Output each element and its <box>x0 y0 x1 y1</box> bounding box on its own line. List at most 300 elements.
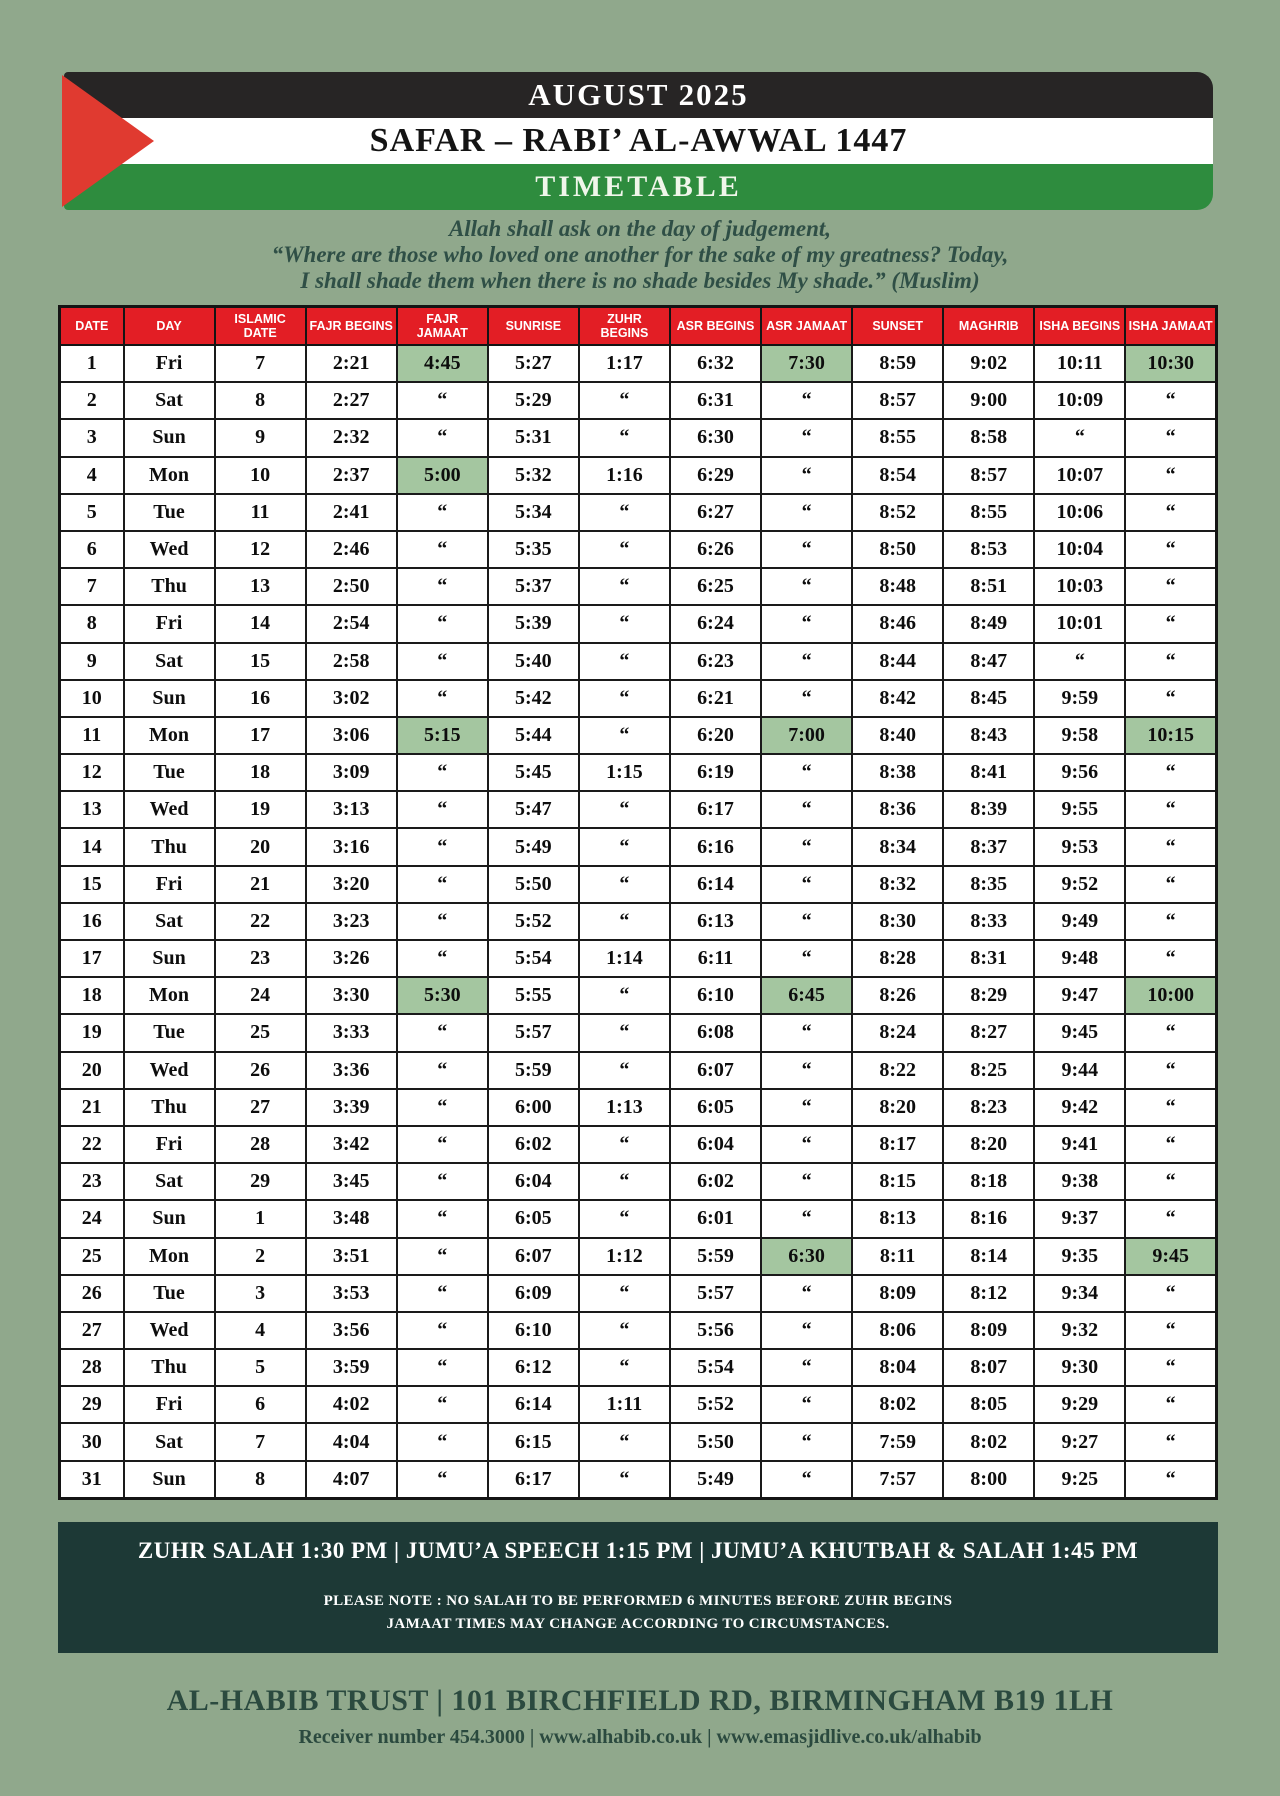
table-row-13 <box>60 791 1217 828</box>
table-cell: 8:16 <box>943 1200 1034 1237</box>
table-cell: 9:38 <box>1034 1163 1125 1200</box>
table-cell: 6:30 <box>670 419 761 456</box>
table-cell: 8:44 <box>852 643 943 680</box>
table-cell: 5:56 <box>670 1312 761 1349</box>
table-cell: 21 <box>215 866 306 903</box>
table-cell: 10 <box>215 457 306 494</box>
table-cell: “ <box>761 1089 852 1126</box>
table-cell: 6:01 <box>670 1200 761 1237</box>
table-cell: “ <box>1125 1014 1216 1051</box>
notice-box <box>58 1522 1218 1653</box>
table-cell: 8:23 <box>943 1089 1034 1126</box>
table-cell: “ <box>1125 1200 1216 1237</box>
table-cell: 21 <box>60 1089 124 1126</box>
table-cell: 25 <box>215 1014 306 1051</box>
table-cell: 8:20 <box>852 1089 943 1126</box>
table-cell: “ <box>1125 605 1216 642</box>
table-cell: 9:58 <box>1034 717 1125 754</box>
table-cell: 8:09 <box>852 1275 943 1312</box>
table-cell: 5:54 <box>488 940 579 977</box>
table-cell: 6:12 <box>488 1349 579 1386</box>
table-cell: 5:42 <box>488 680 579 717</box>
table-cell: 5:55 <box>488 977 579 1014</box>
table-cell: “ <box>579 1349 670 1386</box>
table-cell: “ <box>761 382 852 419</box>
table-cell: 17 <box>60 940 124 977</box>
table-cell: 9:49 <box>1034 903 1125 940</box>
timetable-table <box>58 305 1218 1500</box>
table-cell: 31 <box>60 1461 124 1499</box>
table-cell: “ <box>1125 903 1216 940</box>
table-cell: 15 <box>60 866 124 903</box>
table-cell: 13 <box>60 791 124 828</box>
column-header-asr-begins: ASR BEGINS <box>670 307 761 346</box>
table-cell: “ <box>1125 494 1216 531</box>
table-cell: 6:17 <box>670 791 761 828</box>
table-cell: 6:07 <box>488 1238 579 1275</box>
table-cell: Sun <box>124 1461 215 1499</box>
table-cell: 9:45 <box>1125 1238 1216 1275</box>
table-cell: 2:46 <box>306 531 397 568</box>
table-cell: 5:52 <box>670 1386 761 1423</box>
table-cell: 3:36 <box>306 1052 397 1089</box>
note-line-2: JAMAAT TIMES MAY CHANGE ACCORDING TO CIRCUMSTANCES. <box>386 1616 890 1632</box>
table-cell: 3:06 <box>306 717 397 754</box>
table-cell: “ <box>397 494 488 531</box>
table-cell: 19 <box>60 1014 124 1051</box>
table-cell: 8:37 <box>943 828 1034 865</box>
table-cell: 8:45 <box>943 680 1034 717</box>
table-cell: 6:04 <box>670 1126 761 1163</box>
table-cell: “ <box>397 1052 488 1089</box>
table-cell: “ <box>1125 1423 1216 1460</box>
table-cell: “ <box>761 1200 852 1237</box>
table-cell: 6:17 <box>488 1461 579 1499</box>
table-cell: 8:17 <box>852 1126 943 1163</box>
table-cell: 7 <box>60 568 124 605</box>
table-cell: 3 <box>215 1275 306 1312</box>
table-cell: Fri <box>124 1386 215 1423</box>
table-cell: 5:34 <box>488 494 579 531</box>
table-cell: 20 <box>60 1052 124 1089</box>
flag-banner <box>64 72 1213 210</box>
table-cell: “ <box>397 1089 488 1126</box>
table-cell: 8:31 <box>943 940 1034 977</box>
table-cell: “ <box>397 1238 488 1275</box>
table-cell: “ <box>761 1126 852 1163</box>
table-cell: “ <box>397 1349 488 1386</box>
table-cell: 6:32 <box>670 345 761 382</box>
table-cell: 3:16 <box>306 828 397 865</box>
timetable-label: TIMETABLE <box>535 170 742 203</box>
table-cell: 10:15 <box>1125 717 1216 754</box>
table-cell: “ <box>579 1275 670 1312</box>
table-row-18 <box>60 977 1217 1014</box>
table-cell: “ <box>579 680 670 717</box>
table-cell: 8:43 <box>943 717 1034 754</box>
table-cell: 9:53 <box>1034 828 1125 865</box>
table-cell: “ <box>397 754 488 791</box>
table-cell: 8:57 <box>852 382 943 419</box>
table-cell: “ <box>761 1275 852 1312</box>
table-cell: “ <box>761 419 852 456</box>
table-row-28 <box>60 1349 1217 1386</box>
table-cell: 4:07 <box>306 1461 397 1499</box>
table-cell: 8:07 <box>943 1349 1034 1386</box>
table-cell: 5:30 <box>397 977 488 1014</box>
table-cell: 6:30 <box>761 1238 852 1275</box>
table-cell: “ <box>1034 643 1125 680</box>
table-cell: 8:29 <box>943 977 1034 1014</box>
table-cell: 8:18 <box>943 1163 1034 1200</box>
table-cell: Sat <box>124 1163 215 1200</box>
table-cell: 5:31 <box>488 419 579 456</box>
table-row-14 <box>60 828 1217 865</box>
table-cell: 8:47 <box>943 643 1034 680</box>
table-cell: “ <box>579 1014 670 1051</box>
table-cell: 8:58 <box>943 419 1034 456</box>
table-cell: 7:57 <box>852 1461 943 1499</box>
table-cell: 6:11 <box>670 940 761 977</box>
table-cell: “ <box>761 903 852 940</box>
table-cell: 10:00 <box>1125 977 1216 1014</box>
table-row-15 <box>60 866 1217 903</box>
table-cell: 6:02 <box>488 1126 579 1163</box>
table-cell: 8:34 <box>852 828 943 865</box>
table-cell: “ <box>397 382 488 419</box>
table-cell: 1 <box>215 1200 306 1237</box>
table-cell: “ <box>579 1423 670 1460</box>
table-cell: “ <box>761 1014 852 1051</box>
table-cell: 2:41 <box>306 494 397 531</box>
table-cell: 8:00 <box>943 1461 1034 1499</box>
table-cell: “ <box>397 1461 488 1499</box>
table-cell: 6:45 <box>761 977 852 1014</box>
table-cell: “ <box>761 866 852 903</box>
table-cell: 8:26 <box>852 977 943 1014</box>
table-cell: 6:23 <box>670 643 761 680</box>
table-cell: 5:57 <box>488 1014 579 1051</box>
jamaah-times-line: ZUHR SALAH 1:30 PM | JUMU’A SPEECH 1:15 PM | JUMU’A KHUTBAH & SALAH 1:45 PM <box>137 1538 1139 1563</box>
table-cell: 19 <box>215 791 306 828</box>
table-cell: 9:32 <box>1034 1312 1125 1349</box>
table-cell: 5:47 <box>488 791 579 828</box>
table-cell: 8:38 <box>852 754 943 791</box>
table-cell: “ <box>579 494 670 531</box>
hijri-months-title: SAFAR – RABI’ AL-AWWAL 1447 <box>369 122 908 159</box>
table-cell: Sun <box>124 940 215 977</box>
table-cell: 2:54 <box>306 605 397 642</box>
table-row-7 <box>60 568 1217 605</box>
table-cell: 8:57 <box>943 457 1034 494</box>
table-cell: Mon <box>124 457 215 494</box>
table-cell: 7 <box>215 1423 306 1460</box>
table-cell: Tue <box>124 494 215 531</box>
table-cell: 5 <box>60 494 124 531</box>
table-cell: 5:00 <box>397 457 488 494</box>
column-header-isha-begins: ISHA BEGINS <box>1034 307 1125 346</box>
table-cell: 5:15 <box>397 717 488 754</box>
table-cell: “ <box>1125 680 1216 717</box>
table-cell: 8 <box>215 1461 306 1499</box>
table-cell: “ <box>397 903 488 940</box>
table-cell: “ <box>579 568 670 605</box>
table-cell: 6:29 <box>670 457 761 494</box>
table-cell: 3:09 <box>306 754 397 791</box>
table-cell: “ <box>1125 1461 1216 1499</box>
table-cell: 9:25 <box>1034 1461 1125 1499</box>
table-cell: 6:31 <box>670 382 761 419</box>
table-cell: 8:20 <box>943 1126 1034 1163</box>
table-cell: “ <box>1125 457 1216 494</box>
table-cell: 9:41 <box>1034 1126 1125 1163</box>
table-cell: 8:36 <box>852 791 943 828</box>
column-header-date: DATE <box>60 307 124 346</box>
table-cell: “ <box>397 940 488 977</box>
table-cell: 12 <box>215 531 306 568</box>
column-header-islamic-date: ISLAMIC DATE <box>215 307 306 346</box>
table-cell: 4 <box>60 457 124 494</box>
column-header-asr-jamaat: ASR JAMAAT <box>761 307 852 346</box>
table-cell: 5:35 <box>488 531 579 568</box>
table-cell: 9:44 <box>1034 1052 1125 1089</box>
table-cell: Thu <box>124 828 215 865</box>
table-cell: 9:55 <box>1034 791 1125 828</box>
month-year-title: AUGUST 2025 <box>528 77 749 112</box>
table-cell: “ <box>1125 1052 1216 1089</box>
table-cell: “ <box>397 1126 488 1163</box>
table-cell: “ <box>1125 1163 1216 1200</box>
table-cell: 8:14 <box>943 1238 1034 1275</box>
table-cell: 8:09 <box>943 1312 1034 1349</box>
table-cell: Sun <box>124 680 215 717</box>
table-cell: 3:45 <box>306 1163 397 1200</box>
table-cell: Fri <box>124 605 215 642</box>
table-cell: “ <box>579 1126 670 1163</box>
table-cell: 1:17 <box>579 345 670 382</box>
table-cell: 4:04 <box>306 1423 397 1460</box>
table-cell: 27 <box>60 1312 124 1349</box>
quote-line-2: “Where are those who loved one another for the sake of my greatness? Today, <box>271 241 1009 267</box>
table-cell: 3:13 <box>306 791 397 828</box>
table-cell: 5:57 <box>670 1275 761 1312</box>
table-cell: “ <box>1125 1349 1216 1386</box>
table-cell: 5 <box>215 1349 306 1386</box>
table-row-6 <box>60 531 1217 568</box>
table-cell: 3:26 <box>306 940 397 977</box>
table-cell: 6:00 <box>488 1089 579 1126</box>
table-row-1 <box>60 345 1217 382</box>
table-cell: 6:14 <box>488 1386 579 1423</box>
table-cell: 3:51 <box>306 1238 397 1275</box>
table-cell: 8:55 <box>852 419 943 456</box>
table-cell: “ <box>1125 1275 1216 1312</box>
table-cell: 3:39 <box>306 1089 397 1126</box>
table-cell: “ <box>579 382 670 419</box>
table-cell: 8:27 <box>943 1014 1034 1051</box>
table-cell: 9:56 <box>1034 754 1125 791</box>
table-cell: “ <box>761 1349 852 1386</box>
table-cell: Thu <box>124 1349 215 1386</box>
table-cell: Sat <box>124 643 215 680</box>
table-cell: 5:37 <box>488 568 579 605</box>
table-cell: 8:41 <box>943 754 1034 791</box>
quote-line-1: Allah shall ask on the day of judgement, <box>448 216 832 241</box>
table-cell: “ <box>579 791 670 828</box>
table-cell: Fri <box>124 345 215 382</box>
table-cell: 22 <box>60 1126 124 1163</box>
table-cell: “ <box>761 457 852 494</box>
table-cell: 3:48 <box>306 1200 397 1237</box>
table-cell: “ <box>579 531 670 568</box>
table-cell: “ <box>761 940 852 977</box>
table-cell: 30 <box>60 1423 124 1460</box>
table-cell: “ <box>1125 1312 1216 1349</box>
table-cell: 10:07 <box>1034 457 1125 494</box>
table-cell: 8:39 <box>943 791 1034 828</box>
table-cell: 3:33 <box>306 1014 397 1051</box>
table-cell: 9:59 <box>1034 680 1125 717</box>
table-header-row <box>60 307 1217 346</box>
table-cell: 8:32 <box>852 866 943 903</box>
table-cell: “ <box>397 1163 488 1200</box>
table-row-23 <box>60 1163 1217 1200</box>
table-cell: “ <box>1125 1126 1216 1163</box>
table-row-19 <box>60 1014 1217 1051</box>
table-cell: 3 <box>60 419 124 456</box>
table-cell: “ <box>397 791 488 828</box>
table-cell: 2:37 <box>306 457 397 494</box>
table-cell: Tue <box>124 1014 215 1051</box>
table-cell: Tue <box>124 1275 215 1312</box>
hadith-quote <box>0 216 1280 293</box>
table-cell: 2 <box>215 1238 306 1275</box>
table-cell: 26 <box>215 1052 306 1089</box>
table-row-24 <box>60 1200 1217 1237</box>
table-row-11 <box>60 717 1217 754</box>
table-cell: 8:06 <box>852 1312 943 1349</box>
note-line-1: PLEASE NOTE : NO SALAH TO BE PERFORMED 6 MINUTES BEFORE ZUHR BEGINS <box>323 1593 953 1609</box>
table-cell: “ <box>397 419 488 456</box>
table-cell: “ <box>761 605 852 642</box>
table-cell: “ <box>397 568 488 605</box>
table-cell: “ <box>579 903 670 940</box>
table-cell: Mon <box>124 977 215 1014</box>
quote-line-3: I shall shade them when there is no shade besides My shade.” (Muslim) <box>300 267 980 293</box>
table-cell: 6:27 <box>670 494 761 531</box>
table-cell: “ <box>397 1275 488 1312</box>
table-cell: 6:21 <box>670 680 761 717</box>
table-cell: 8:48 <box>852 568 943 605</box>
table-cell: 8:53 <box>943 531 1034 568</box>
table-cell: 6:16 <box>670 828 761 865</box>
table-cell: 8:11 <box>852 1238 943 1275</box>
table-row-16 <box>60 903 1217 940</box>
table-cell: “ <box>761 754 852 791</box>
table-cell: “ <box>761 791 852 828</box>
table-cell: 6:09 <box>488 1275 579 1312</box>
table-cell: 5:59 <box>488 1052 579 1089</box>
table-cell: “ <box>397 1312 488 1349</box>
table-cell: 8:35 <box>943 866 1034 903</box>
table-cell: 6:05 <box>488 1200 579 1237</box>
table-cell: 10:04 <box>1034 531 1125 568</box>
table-cell: Sat <box>124 382 215 419</box>
contact-line: Receiver number 454.3000 | www.alhabib.co.uk | www.emasjidlive.co.uk/alhabib <box>298 1726 982 1748</box>
table-cell: 8:05 <box>943 1386 1034 1423</box>
table-cell: 9:34 <box>1034 1275 1125 1312</box>
table-cell: 6:25 <box>670 568 761 605</box>
table-cell: 8:55 <box>943 494 1034 531</box>
table-cell: 8:25 <box>943 1052 1034 1089</box>
table-cell: Sat <box>124 1423 215 1460</box>
table-cell: 6:10 <box>670 977 761 1014</box>
table-cell: 9:48 <box>1034 940 1125 977</box>
table-cell: 8:33 <box>943 903 1034 940</box>
table-cell: 5:52 <box>488 903 579 940</box>
trust-address: AL-HABIB TRUST | 101 BIRCHFIELD RD, BIRMINGHAM B19 1LH <box>166 1684 1114 1717</box>
table-cell: 24 <box>215 977 306 1014</box>
table-row-9 <box>60 643 1217 680</box>
table-cell: 4 <box>215 1312 306 1349</box>
table-cell: 9 <box>60 643 124 680</box>
table-cell: 9:00 <box>943 382 1034 419</box>
table-cell: “ <box>1125 828 1216 865</box>
table-cell: 10:06 <box>1034 494 1125 531</box>
table-cell: 10:01 <box>1034 605 1125 642</box>
table-cell: 8:13 <box>852 1200 943 1237</box>
table-cell: “ <box>1125 940 1216 977</box>
table-cell: 2:50 <box>306 568 397 605</box>
table-cell: “ <box>579 643 670 680</box>
table-cell: “ <box>579 866 670 903</box>
table-cell: 5:29 <box>488 382 579 419</box>
table-cell: “ <box>579 1052 670 1089</box>
table-cell: “ <box>397 1386 488 1423</box>
column-header-day: DAY <box>124 307 215 346</box>
table-cell: 10:09 <box>1034 382 1125 419</box>
table-row-17 <box>60 940 1217 977</box>
table-cell: 5:40 <box>488 643 579 680</box>
table-cell: 8 <box>60 605 124 642</box>
table-cell: 9 <box>215 419 306 456</box>
table-cell: “ <box>397 1014 488 1051</box>
prayer-timetable <box>58 305 1218 1500</box>
table-row-21 <box>60 1089 1217 1126</box>
table-cell: “ <box>1125 419 1216 456</box>
table-cell: 9:27 <box>1034 1423 1125 1460</box>
table-cell: 8:54 <box>852 457 943 494</box>
table-cell: “ <box>397 1200 488 1237</box>
table-cell: “ <box>579 717 670 754</box>
table-cell: 6:07 <box>670 1052 761 1089</box>
column-header-fajr-jamaat: FAJR JAMAAT <box>397 307 488 346</box>
table-cell: “ <box>1125 382 1216 419</box>
table-cell: 2:21 <box>306 345 397 382</box>
table-cell: 1:11 <box>579 1386 670 1423</box>
table-cell: 8:40 <box>852 717 943 754</box>
table-cell: Thu <box>124 1089 215 1126</box>
table-cell: Tue <box>124 754 215 791</box>
table-cell: 6:10 <box>488 1312 579 1349</box>
table-cell: 9:42 <box>1034 1089 1125 1126</box>
table-cell: Fri <box>124 866 215 903</box>
table-cell: “ <box>397 680 488 717</box>
table-row-26 <box>60 1275 1217 1312</box>
table-row-5 <box>60 494 1217 531</box>
table-cell: “ <box>1125 1089 1216 1126</box>
table-cell: “ <box>761 1386 852 1423</box>
